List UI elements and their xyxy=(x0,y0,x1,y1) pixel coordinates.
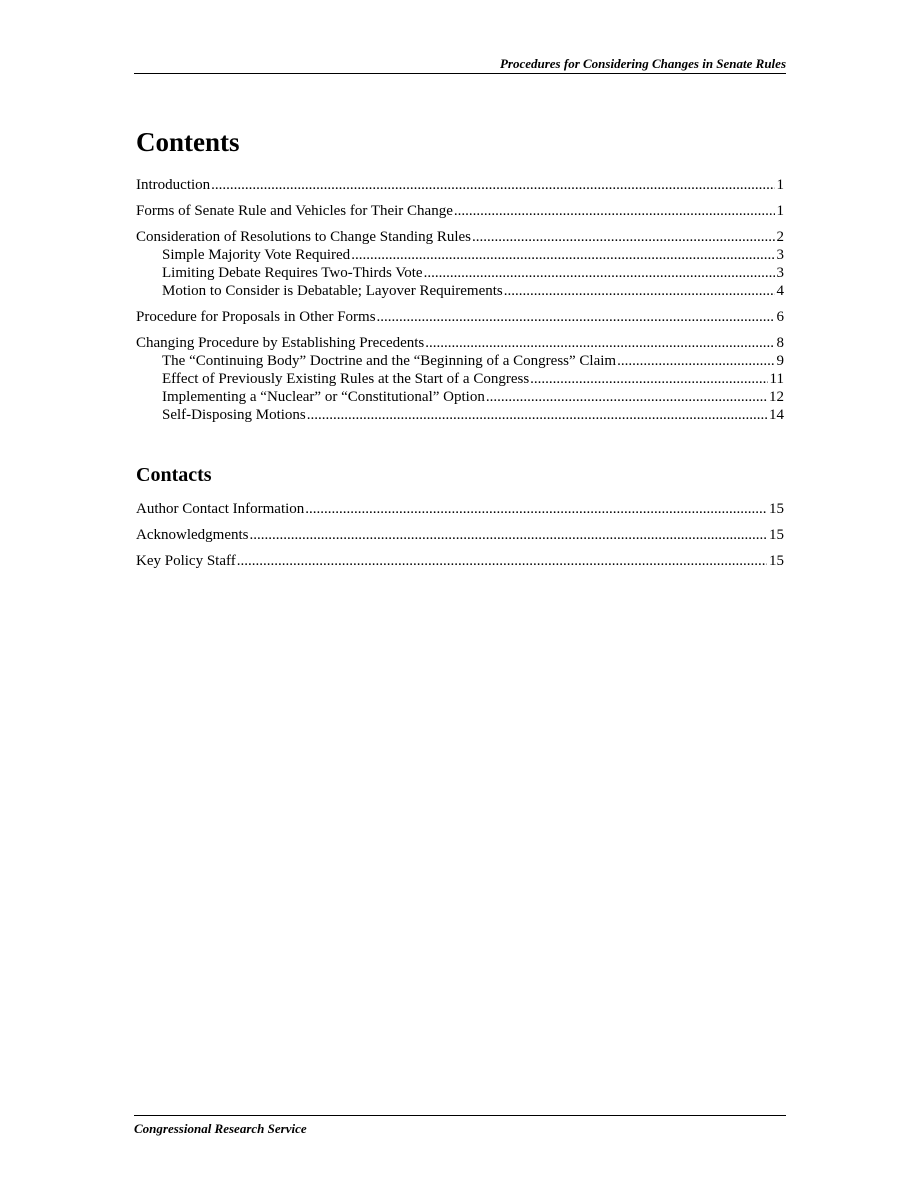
toc-entry-page: 6 xyxy=(776,309,784,325)
toc-entry-title: Procedure for Proposals in Other Forms xyxy=(136,309,376,325)
toc-entry-key-policy-staff[interactable] xyxy=(136,552,784,570)
toc-entry-limiting-debate[interactable] xyxy=(136,264,784,282)
toc-entry-nuclear-option[interactable] xyxy=(136,388,784,406)
toc-entry-simple-majority[interactable] xyxy=(136,246,784,264)
dot-leader xyxy=(424,264,775,282)
toc-entry-page: 11 xyxy=(769,371,784,387)
toc-entry-title: The “Continuing Body” Doctrine and the “Beginning of a Congress” Claim xyxy=(162,353,617,369)
toc-entry-page: 9 xyxy=(776,353,784,369)
toc-entry-forms-of-senate-rule[interactable] xyxy=(136,202,784,220)
dot-leader xyxy=(249,526,767,544)
toc-entry-page: 12 xyxy=(769,389,784,405)
toc-entry-title: Motion to Consider is Debatable; Layover Requirements xyxy=(162,283,503,299)
dot-leader xyxy=(307,406,767,424)
document-body xyxy=(136,124,784,570)
toc-entry-title: Consideration of Resolutions to Change Standing Rules xyxy=(136,229,471,245)
toc-entry-title: Acknowledgments xyxy=(136,527,249,543)
toc-entry-effect-of-previous-rules[interactable] xyxy=(136,370,784,388)
toc-entry-self-disposing-motions[interactable] xyxy=(136,406,784,424)
toc-entry-title: Key Policy Staff xyxy=(136,553,236,569)
toc-entry-consideration-of-resolutions[interactable] xyxy=(136,228,784,246)
toc-entry-page: 1 xyxy=(776,203,784,219)
contents-list xyxy=(136,176,784,424)
toc-entry-title: Self-Disposing Motions xyxy=(162,407,306,423)
toc-entry-introduction[interactable] xyxy=(136,176,784,194)
toc-entry-page: 3 xyxy=(776,265,784,281)
running-footer xyxy=(134,1115,786,1137)
dot-leader xyxy=(237,552,767,570)
dot-leader xyxy=(472,228,775,246)
toc-entry-page: 1 xyxy=(776,177,784,193)
toc-entry-title: Author Contact Information xyxy=(136,501,305,517)
dot-leader xyxy=(504,282,775,300)
dot-leader xyxy=(486,388,767,406)
toc-entry-page: 8 xyxy=(776,335,784,351)
toc-entry-title: Simple Majority Vote Required xyxy=(162,247,351,263)
dot-leader xyxy=(617,352,774,370)
contents-heading: Contents xyxy=(136,127,240,157)
toc-entry-motion-to-consider[interactable] xyxy=(136,282,784,300)
contacts-heading: Contacts xyxy=(136,464,212,486)
toc-entry-continuing-body[interactable] xyxy=(136,352,784,370)
toc-entry-page: 15 xyxy=(769,527,784,543)
toc-entry-title: Changing Procedure by Establishing Precedents xyxy=(136,335,425,351)
toc-entry-title: Forms of Senate Rule and Vehicles for Their Change xyxy=(136,203,453,219)
toc-entry-author-contact[interactable] xyxy=(136,500,784,518)
running-header xyxy=(134,56,786,74)
toc-entry-title: Limiting Debate Requires Two-Thirds Vote xyxy=(162,265,423,281)
dot-leader xyxy=(454,202,775,220)
dot-leader xyxy=(425,334,774,352)
toc-entry-title: Effect of Previously Existing Rules at the Start of a Congress xyxy=(162,371,530,387)
running-header-title: Procedures for Considering Changes in Senate Rules xyxy=(499,56,786,71)
contacts-list xyxy=(136,500,784,570)
dot-leader xyxy=(377,308,775,326)
dot-leader xyxy=(530,370,767,388)
dot-leader xyxy=(351,246,774,264)
toc-entry-page: 15 xyxy=(769,553,784,569)
toc-entry-title: Introduction xyxy=(136,177,211,193)
toc-entry-page: 4 xyxy=(776,283,784,299)
toc-entry-acknowledgments[interactable] xyxy=(136,526,784,544)
toc-entry-changing-procedure[interactable] xyxy=(136,334,784,352)
footer-publisher: Congressional Research Service xyxy=(134,1121,307,1136)
dot-leader xyxy=(305,500,767,518)
dot-leader xyxy=(211,176,774,194)
toc-entry-title: Implementing a “Nuclear” or “Constitutional” Option xyxy=(162,389,485,405)
toc-entry-page: 15 xyxy=(769,501,784,517)
toc-entry-procedure-for-proposals[interactable] xyxy=(136,308,784,326)
toc-entry-page: 14 xyxy=(769,407,784,423)
toc-entry-page: 3 xyxy=(776,247,784,263)
toc-entry-page: 2 xyxy=(776,229,784,245)
